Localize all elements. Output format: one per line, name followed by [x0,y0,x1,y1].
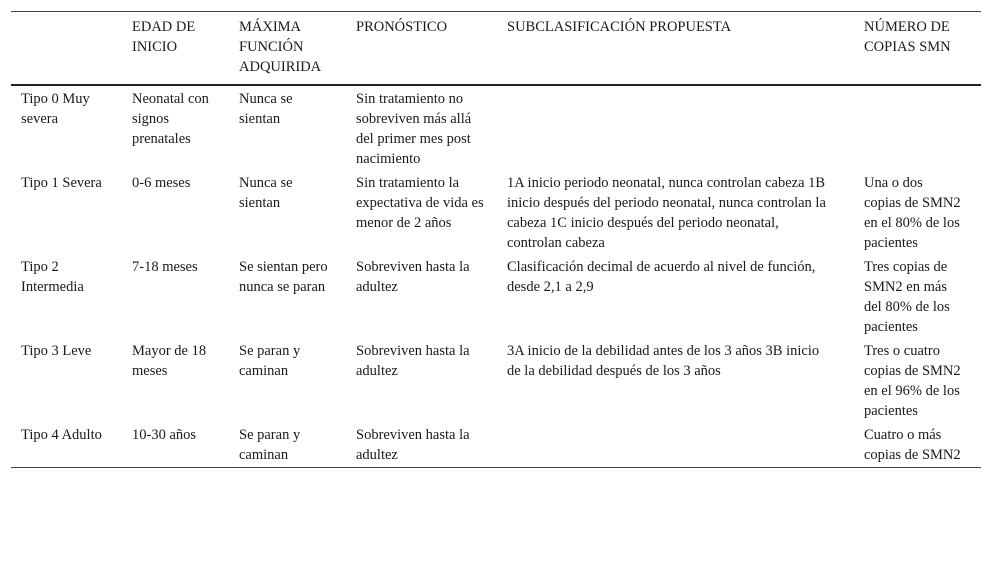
cell-type: Tipo 2 Intermedia [21,259,84,295]
header-subclassification: SUBCLASIFICACIÓN PROPUESTA [507,19,732,35]
cell-smn-copies: Una o dos copias de SMN2 en el 80% de los pacientes [864,175,961,251]
cell-smn-copies: Cuatro o más copias de SMN2 [864,427,961,463]
sma-classification-table [11,11,981,468]
cell-prognosis: Sobreviven hasta la adultez [356,427,470,463]
header-type [11,12,122,86]
table-header [11,12,981,86]
cell-prognosis: Sin tratamiento la expectativa de vida es menor de 2 años [356,175,484,231]
cell-subclassification [497,423,854,468]
cell-max-function: Se paran y caminan [239,343,301,379]
cell-max-function: Se sientan pero nunca se paran [239,259,328,295]
cell-age-of-onset: Mayor de 18 meses [132,343,207,379]
header-max-function: MÁXIMA FUNCIÓN ADQUIRIDA [239,19,322,75]
cell-prognosis: Sobreviven hasta la adultez [356,259,470,295]
table-body [11,85,981,468]
cell-max-function: Nunca se sientan [239,175,293,211]
sma-classification-table-container [11,11,981,468]
cell-smn-copies: Tres o cuatro copias de SMN2 en el 96% de los pacientes [864,343,961,419]
header-age-of-onset: EDAD DE INICIO [132,19,196,55]
header-row [11,12,981,86]
table-row [11,85,981,171]
cell-type: Tipo 4 Adulto [21,427,102,443]
cell-type: Tipo 3 Leve [21,343,92,359]
cell-age-of-onset: Neonatal con signos prenatales [132,91,209,147]
cell-subclassification: 1A inicio periodo neonatal, nunca controlan cabeza 1B inicio después del periodo neonatal, nunca controlan la cabeza 1C inicio después del periodo neonatal, controlan cabeza [507,175,826,251]
header-smn-copies: NÚMERO DE COPIAS SMN [864,19,951,55]
cell-prognosis: Sobreviven hasta la adultez [356,343,470,379]
cell-max-function: Nunca se sientan [239,91,293,127]
cell-type: Tipo 1 Severa [21,175,102,191]
cell-smn-copies: Tres copias de SMN2 en más del 80% de los pacientes [864,259,950,335]
cell-age-of-onset: 7-18 meses [132,259,198,275]
cell-age-of-onset: 10-30 años [132,427,197,443]
table-row [11,255,981,339]
cell-subclassification: Clasificación decimal de acuerdo al nivel de función, desde 2,1 a 2,9 [507,259,816,295]
table-row [11,171,981,255]
cell-age-of-onset: 0-6 meses [132,175,191,191]
cell-smn-copies [854,85,981,171]
cell-max-function: Se paran y caminan [239,427,301,463]
header-prognosis: PRONÓSTICO [356,19,448,35]
cell-subclassification [497,85,854,171]
cell-type: Tipo 0 Muy severa [21,91,90,127]
cell-prognosis: Sin tratamiento no sobreviven más allá del primer mes post nacimiento [356,91,472,167]
cell-subclassification: 3A inicio de la debilidad antes de los 3 años 3B inicio de la debilidad después de los 3 años [507,343,820,379]
table-row [11,339,981,423]
table-row [11,423,981,468]
